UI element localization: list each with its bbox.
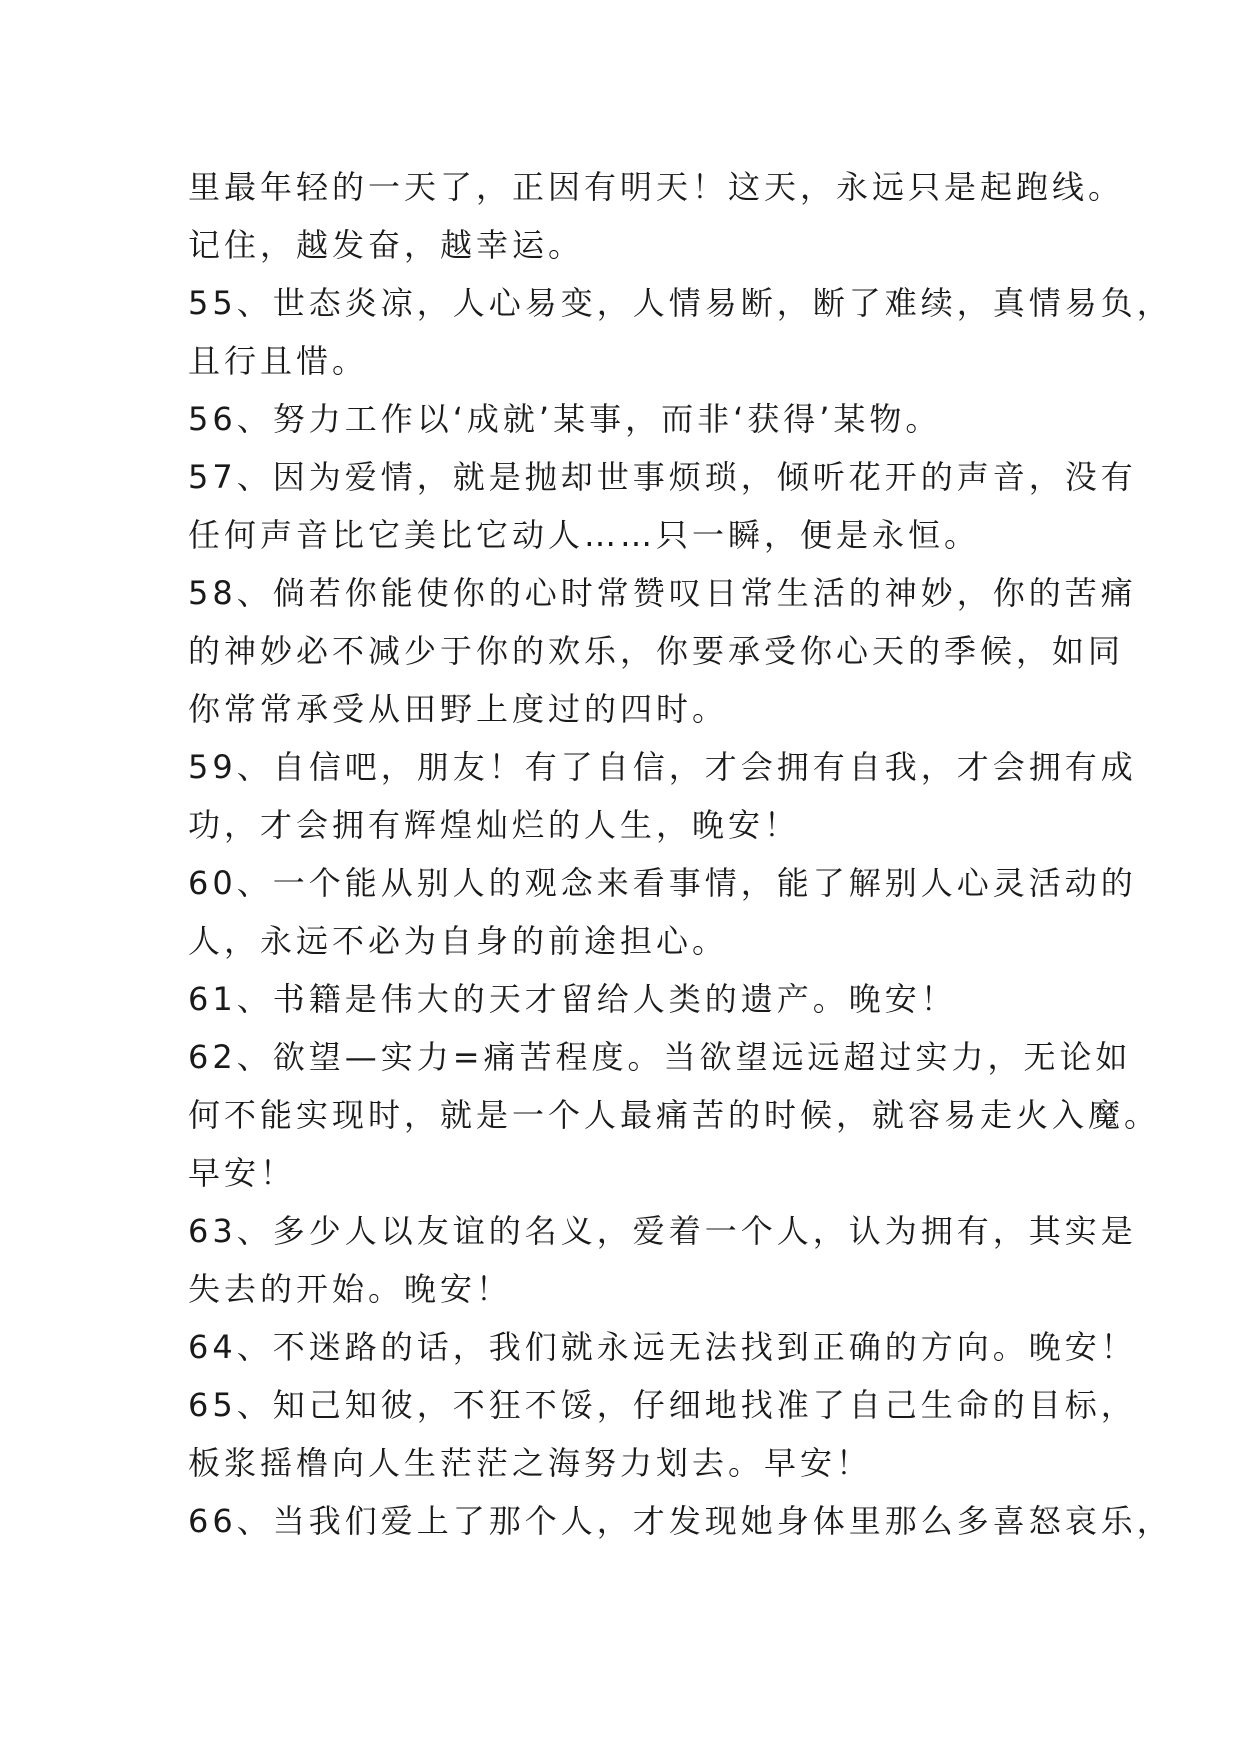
text-line: 何不能实现时，就是一个人最痛苦的时候，就容易走火入魔。 bbox=[188, 1096, 1161, 1134]
text-line: 板浆摇橹向人生茫茫之海努力划去。早安！ bbox=[188, 1444, 873, 1482]
text-line: 66、当我们爱上了那个人，才发现她身体里那么多喜怒哀乐， bbox=[188, 1502, 1173, 1540]
text-line: 59、自信吧，朋友！有了自信，才会拥有自我，才会拥有成 bbox=[188, 748, 1137, 786]
text-line: 55、世态炎凉，人心易变，人情易断，断了难续，真情易负， bbox=[188, 284, 1173, 322]
text-line: 64、不迷路的话，我们就永远无法找到正确的方向。晚安！ bbox=[188, 1328, 1137, 1366]
text-line: 60、一个能从别人的观念来看事情，能了解别人心灵活动的 bbox=[188, 864, 1137, 902]
text-line: 61、书籍是伟大的天才留给人类的遗产。晚安！ bbox=[188, 980, 957, 1018]
text-line: 65、知己知彼，不狂不馁，仔细地找准了自己生命的目标， bbox=[188, 1386, 1137, 1424]
text-line: 56、努力工作以‘成就’某事，而非‘获得’某物。 bbox=[188, 400, 942, 438]
text-line: 的神妙必不减少于你的欢乐，你要承受你心天的季候，如同 bbox=[188, 632, 1125, 670]
text-line: 早安！ bbox=[188, 1154, 297, 1192]
text-line: 人，永远不必为自身的前途担心。 bbox=[188, 922, 729, 960]
text-line: 里最年轻的一天了，正因有明天！这天，永远只是起跑线。 bbox=[188, 168, 1125, 206]
text-line: 63、多少人以友谊的名义，爱着一个人，认为拥有，其实是 bbox=[188, 1212, 1137, 1250]
text-line: 且行且惜。 bbox=[188, 342, 369, 380]
text-line: 58、倘若你能使你的心时常赞叹日常生活的神妙，你的苦痛 bbox=[188, 574, 1137, 612]
text-line: 功，才会拥有辉煌灿烂的人生，晚安！ bbox=[188, 806, 801, 844]
text-line: 失去的开始。晚安！ bbox=[188, 1270, 513, 1308]
text-line: 你常常承受从田野上度过的四时。 bbox=[188, 690, 729, 728]
text-line: 57、因为爱情，就是抛却世事烦琐，倾听花开的声音，没有 bbox=[188, 458, 1137, 496]
text-line: 任何声音比它美比它动人……只一瞬，便是永恒。 bbox=[188, 516, 981, 554]
text-line: 62、欲望—实力=痛苦程度。当欲望远远超过实力，无论如 bbox=[188, 1038, 1132, 1076]
document-body bbox=[188, 158, 1173, 1550]
text-line: 记住，越发奋，越幸运。 bbox=[188, 226, 585, 264]
